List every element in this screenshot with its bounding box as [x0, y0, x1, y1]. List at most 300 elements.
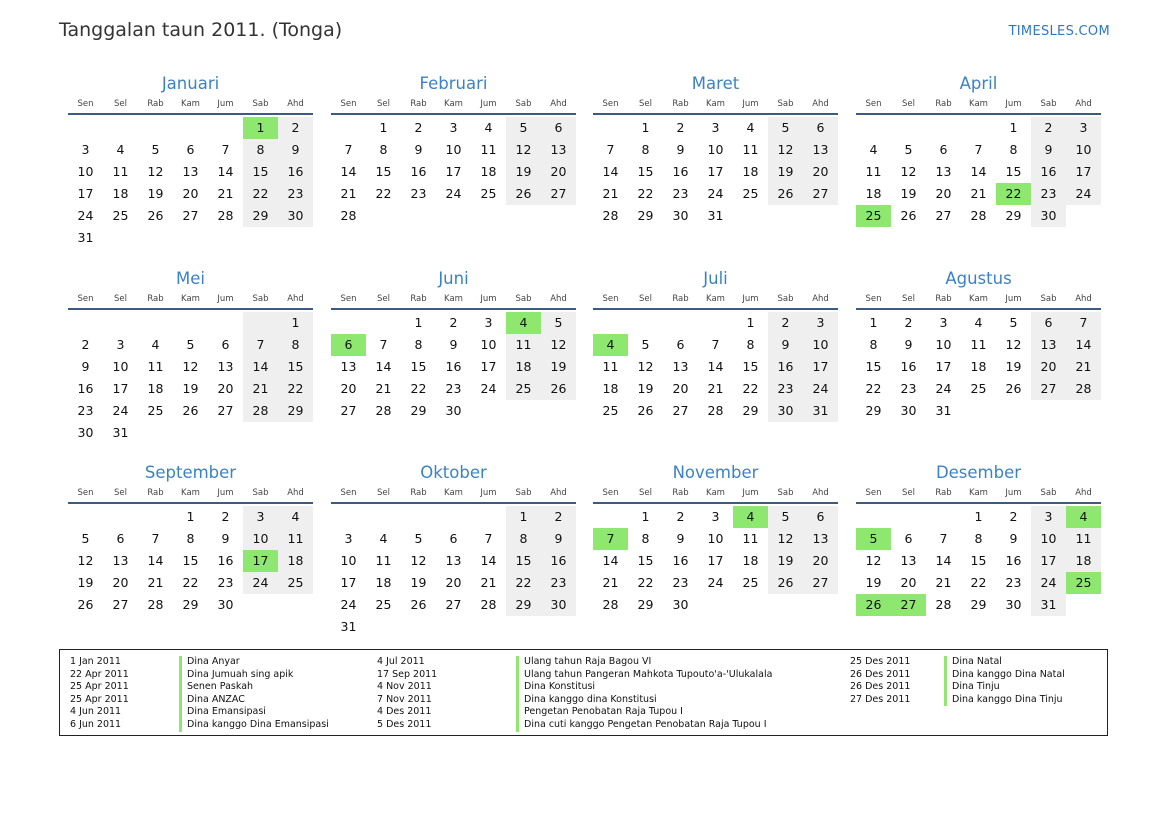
day-cell: 11 [865, 164, 882, 179]
day-cell: 16 [410, 164, 427, 179]
empty-day-cell [891, 506, 926, 528]
day-cell: 23 [900, 381, 917, 396]
weekday-label: Kam [181, 488, 200, 498]
holiday-name: Ulang tahun Pangeran Mahkota Tupouto'a-'Ulukalala [516, 669, 772, 682]
day-cell: 3 [939, 315, 948, 330]
day-cell: 26 [900, 208, 917, 223]
day-cell: 7 [1066, 312, 1101, 334]
day-cell: 11 [278, 528, 313, 550]
day-cell: 23 [410, 186, 427, 201]
day-cell: 14 [970, 164, 987, 179]
day-cell: 11 [147, 359, 164, 374]
day-cell: 10 [340, 553, 357, 568]
day-cell: 1 [641, 509, 650, 524]
day-cell: 17 [707, 164, 724, 179]
empty-day-cell [138, 117, 173, 139]
day-cell: 1 [1009, 120, 1018, 135]
day-cell: 14 [340, 164, 357, 179]
day-cell: 30 [1005, 597, 1022, 612]
day-cell: 18 [112, 186, 129, 201]
weekday-label: Sab [515, 294, 532, 304]
day-cell: 28 [970, 208, 987, 223]
holiday-day-cell: 17 [243, 550, 278, 572]
day-cell: 29 [637, 208, 654, 223]
holiday-name: Dina Emansipasi [179, 706, 329, 719]
weekday-label: Sab [252, 99, 269, 109]
day-cell: 23 [217, 575, 234, 590]
day-cell: 16 [445, 359, 462, 374]
day-cell: 17 [77, 186, 94, 201]
day-cell: 4 [746, 120, 755, 135]
holiday-day-cell: 25 [1066, 572, 1101, 594]
empty-day-cell [208, 117, 243, 139]
day-cell: 22 [182, 575, 199, 590]
weekday-label: Sel [377, 294, 390, 304]
holiday-date: 25 Apr 2011 [70, 681, 129, 693]
day-cell: 5 [414, 531, 423, 546]
day-cell: 27 [541, 183, 576, 205]
weekday-label: Jum [480, 99, 497, 109]
day-cell: 18 [278, 550, 313, 572]
day-cell: 3 [1031, 506, 1066, 528]
weekday-label: Rab [147, 294, 164, 304]
day-cell: 15 [637, 553, 654, 568]
day-cell: 7 [974, 142, 983, 157]
day-cell: 22 [970, 575, 987, 590]
day-cell: 21 [480, 575, 497, 590]
holiday-date: 1 Jan 2011 [70, 656, 121, 667]
weekday-label: Rab [935, 99, 952, 109]
day-cell: 15 [182, 553, 199, 568]
weekday-label: Sen [77, 99, 94, 109]
month-oktober [331, 461, 576, 638]
day-cell: 27 [445, 597, 462, 612]
day-cell: 13 [1031, 334, 1066, 356]
holiday-day-cell: 4 [733, 506, 768, 528]
day-cell: 15 [637, 164, 654, 179]
weekday-header [856, 485, 1101, 504]
day-cell: 14 [602, 164, 619, 179]
weekday-label: Kam [969, 488, 988, 498]
day-cell: 9 [676, 142, 685, 157]
holiday-name: Dina Konstitusi [516, 681, 772, 694]
month-title: Oktober [420, 463, 487, 482]
day-cell: 24 [340, 597, 357, 612]
legend-names-column [944, 656, 1065, 706]
weekday-header [68, 485, 313, 504]
weekday-label: Sab [252, 488, 269, 498]
day-cell: 14 [935, 553, 952, 568]
day-cell: 28 [707, 403, 724, 418]
day-cell: 25 [602, 403, 619, 418]
weekday-label: Sab [1040, 294, 1057, 304]
empty-day-cell [103, 506, 138, 528]
day-cell: 25 [970, 381, 987, 396]
day-cell: 23 [445, 381, 462, 396]
empty-day-cell [593, 312, 628, 334]
day-cell: 20 [445, 575, 462, 590]
month-title: November [672, 463, 759, 482]
day-cell: 23 [1005, 575, 1022, 590]
weekday-label: Sab [777, 294, 794, 304]
day-cell: 13 [672, 359, 689, 374]
day-cell: 26 [768, 572, 803, 594]
day-cell: 21 [602, 575, 619, 590]
day-cell: 9 [904, 337, 913, 352]
day-cell: 16 [900, 359, 917, 374]
legend-dates-column [377, 656, 437, 732]
day-cell: 12 [182, 359, 199, 374]
weekday-label: Sen [865, 99, 882, 109]
day-cell: 12 [637, 359, 654, 374]
page-title: Tanggalan taun 2011. (Tonga) [59, 19, 343, 41]
day-cell: 2 [81, 337, 90, 352]
weekday-label: Sen [340, 488, 357, 498]
weekday-label: Ahd [550, 294, 567, 304]
month-title: April [959, 74, 998, 93]
month-mei [68, 267, 313, 444]
holiday-day-cell: 4 [506, 312, 541, 334]
day-cell: 8 [746, 337, 755, 352]
empty-day-cell [173, 117, 208, 139]
day-cell: 24 [935, 381, 952, 396]
weekday-header [68, 291, 313, 310]
day-cell: 28 [1066, 378, 1101, 400]
day-cell: 2 [768, 312, 803, 334]
day-cell: 23 [672, 575, 689, 590]
day-cell: 3 [803, 312, 838, 334]
weekday-label: Rab [672, 99, 689, 109]
day-cell: 4 [151, 337, 160, 352]
day-grid [856, 117, 1101, 227]
day-cell: 13 [803, 139, 838, 161]
weekday-label: Rab [935, 488, 952, 498]
empty-day-cell [961, 117, 996, 139]
day-cell: 28 [147, 597, 164, 612]
holiday-date: 5 Des 2011 [377, 718, 432, 730]
day-cell: 18 [480, 164, 497, 179]
day-cell: 2 [1009, 509, 1018, 524]
weekday-label: Ahd [287, 488, 304, 498]
day-cell: 10 [707, 142, 724, 157]
day-cell: 28 [480, 597, 497, 612]
day-cell: 25 [112, 208, 129, 223]
weekday-label: Sel [377, 99, 390, 109]
holiday-day-cell: 27 [891, 594, 926, 616]
day-cell: 24 [707, 186, 724, 201]
day-cell: 24 [707, 575, 724, 590]
day-cell: 7 [344, 142, 353, 157]
weekday-label: Kam [706, 488, 725, 498]
day-cell: 1 [974, 509, 983, 524]
day-cell: 11 [970, 337, 987, 352]
weekday-header [856, 291, 1101, 310]
legend-dates-column [70, 656, 129, 732]
day-cell: 2 [221, 509, 230, 524]
day-cell: 7 [711, 337, 720, 352]
holiday-legend [59, 649, 1108, 736]
day-grid [331, 117, 576, 227]
day-cell: 15 [1005, 164, 1022, 179]
empty-day-cell [331, 312, 366, 334]
weekday-label: Kam [969, 294, 988, 304]
day-cell: 13 [803, 528, 838, 550]
day-cell: 12 [768, 528, 803, 550]
holiday-day-cell: 1 [243, 117, 278, 139]
day-cell: 15 [970, 553, 987, 568]
day-cell: 27 [182, 208, 199, 223]
day-cell: 22 [742, 381, 759, 396]
empty-day-cell [891, 117, 926, 139]
empty-day-cell [331, 506, 366, 528]
day-grid [856, 312, 1101, 422]
weekday-label: Ahd [287, 294, 304, 304]
day-cell: 24 [445, 186, 462, 201]
day-cell: 11 [375, 553, 392, 568]
holiday-date: 4 Des 2011 [377, 706, 432, 718]
day-cell: 29 [278, 400, 313, 422]
day-cell: 22 [637, 575, 654, 590]
weekday-label: Jum [480, 488, 497, 498]
holiday-date: 17 Sep 2011 [377, 668, 438, 680]
weekday-label: Rab [147, 488, 164, 498]
empty-day-cell [663, 312, 698, 334]
day-cell: 29 [637, 597, 654, 612]
day-cell: 5 [768, 117, 803, 139]
day-cell: 1 [506, 506, 541, 528]
day-cell: 16 [672, 164, 689, 179]
weekday-label: Jum [217, 488, 234, 498]
holiday-name: Dina kanggo Dina Tinju [944, 694, 1065, 707]
day-cell: 19 [506, 161, 541, 183]
day-cell: 4 [974, 315, 983, 330]
month-title: Januari [161, 74, 220, 93]
day-cell: 20 [340, 381, 357, 396]
day-cell: 30 [672, 597, 689, 612]
holiday-name: Dina kanggo dina Konstitusi [516, 694, 772, 707]
day-cell: 7 [379, 337, 388, 352]
day-cell: 15 [410, 359, 427, 374]
weekday-label: Kam [444, 99, 463, 109]
day-cell: 13 [935, 164, 952, 179]
day-cell: 20 [900, 575, 917, 590]
day-cell: 23 [541, 572, 576, 594]
weekday-label: Sen [865, 294, 882, 304]
day-cell: 9 [449, 337, 458, 352]
day-cell: 19 [77, 575, 94, 590]
weekday-label: Jum [742, 294, 759, 304]
day-cell: 2 [278, 117, 313, 139]
day-cell: 21 [1066, 356, 1101, 378]
day-cell: 3 [449, 120, 458, 135]
weekday-label: Sel [114, 99, 127, 109]
weekday-label: Sab [777, 488, 794, 498]
day-cell: 11 [1066, 528, 1101, 550]
month-desember [856, 461, 1101, 616]
site-link[interactable]: TIMESLES.COM [1008, 24, 1110, 39]
month-title: Februari [419, 74, 488, 93]
day-cell: 19 [768, 550, 803, 572]
day-cell: 17 [112, 381, 129, 396]
day-cell: 4 [116, 142, 125, 157]
day-cell: 2 [676, 120, 685, 135]
day-cell: 21 [707, 381, 724, 396]
day-cell: 7 [151, 531, 160, 546]
day-cell: 10 [707, 531, 724, 546]
empty-day-cell [103, 312, 138, 334]
day-cell: 6 [803, 117, 838, 139]
weekday-header [68, 96, 313, 115]
day-cell: 22 [410, 381, 427, 396]
day-cell: 20 [1031, 356, 1066, 378]
day-cell: 6 [939, 142, 948, 157]
day-cell: 20 [935, 186, 952, 201]
month-november [593, 461, 838, 616]
day-cell: 18 [375, 575, 392, 590]
day-cell: 6 [1031, 312, 1066, 334]
day-cell: 13 [217, 359, 234, 374]
day-grid [68, 312, 313, 444]
holiday-day-cell: 4 [1066, 506, 1101, 528]
day-cell: 8 [869, 337, 878, 352]
day-cell: 20 [541, 161, 576, 183]
legend-names-column [179, 656, 329, 732]
holiday-day-cell: 25 [856, 205, 891, 227]
day-cell: 30 [900, 403, 917, 418]
day-cell: 22 [865, 381, 882, 396]
weekday-label: Sel [377, 488, 390, 498]
day-cell: 21 [147, 575, 164, 590]
day-cell: 14 [243, 356, 278, 378]
holiday-date: 25 Apr 2011 [70, 693, 129, 705]
day-cell: 10 [243, 528, 278, 550]
day-cell: 29 [410, 403, 427, 418]
day-cell: 2 [414, 120, 423, 135]
day-cell: 6 [676, 337, 685, 352]
weekday-label: Ahd [812, 99, 829, 109]
empty-day-cell [926, 506, 961, 528]
day-cell: 10 [77, 164, 94, 179]
day-cell: 15 [375, 164, 392, 179]
day-cell: 26 [541, 378, 576, 400]
day-cell: 22 [278, 378, 313, 400]
day-cell: 27 [340, 403, 357, 418]
day-cell: 28 [243, 400, 278, 422]
day-cell: 9 [221, 531, 230, 546]
holiday-day-cell: 7 [593, 528, 628, 550]
day-cell: 10 [803, 334, 838, 356]
weekday-label: Sel [114, 488, 127, 498]
day-cell: 14 [602, 553, 619, 568]
holiday-date: 26 Des 2011 [850, 681, 911, 693]
day-cell: 6 [116, 531, 125, 546]
day-cell: 13 [445, 553, 462, 568]
day-cell: 6 [904, 531, 913, 546]
empty-day-cell [103, 117, 138, 139]
day-cell: 25 [278, 572, 313, 594]
day-cell: 16 [1031, 161, 1066, 183]
weekday-label: Kam [181, 99, 200, 109]
month-juli [593, 267, 838, 422]
day-cell: 30 [77, 425, 94, 440]
day-cell: 8 [641, 142, 650, 157]
empty-day-cell [173, 312, 208, 334]
weekday-label: Sen [602, 488, 619, 498]
day-cell: 17 [445, 164, 462, 179]
day-cell: 15 [278, 356, 313, 378]
day-cell: 6 [186, 142, 195, 157]
day-cell: 9 [1031, 139, 1066, 161]
day-cell: 28 [340, 208, 357, 223]
day-cell: 17 [1066, 161, 1101, 183]
empty-day-cell [138, 312, 173, 334]
day-cell: 18 [147, 381, 164, 396]
empty-day-cell [926, 117, 961, 139]
day-cell: 11 [742, 531, 759, 546]
day-cell: 11 [506, 334, 541, 356]
holiday-date: 4 Nov 2011 [377, 681, 432, 693]
weekday-header [331, 96, 576, 115]
day-cell: 9 [676, 531, 685, 546]
holiday-day-cell: 22 [996, 183, 1031, 205]
day-cell: 14 [1066, 334, 1101, 356]
day-cell: 24 [1031, 572, 1066, 594]
day-cell: 5 [904, 142, 913, 157]
day-cell: 28 [602, 597, 619, 612]
weekday-label: Sen [602, 99, 619, 109]
day-cell: 15 [243, 161, 278, 183]
holiday-date: 4 Jul 2011 [377, 656, 425, 667]
day-cell: 12 [410, 553, 427, 568]
day-cell: 10 [112, 359, 129, 374]
day-cell: 17 [480, 359, 497, 374]
day-cell: 7 [484, 531, 493, 546]
day-cell: 26 [506, 183, 541, 205]
day-cell: 30 [445, 403, 462, 418]
day-cell: 16 [217, 553, 234, 568]
holiday-name: Ulang tahun Raja Bagou VI [516, 656, 772, 669]
day-cell: 3 [484, 315, 493, 330]
month-januari [68, 72, 313, 249]
day-cell: 24 [243, 572, 278, 594]
day-cell: 7 [243, 334, 278, 356]
day-cell: 25 [742, 575, 759, 590]
day-cell: 18 [865, 186, 882, 201]
day-cell: 25 [506, 378, 541, 400]
weekday-label: Sel [902, 294, 915, 304]
day-cell: 10 [935, 337, 952, 352]
day-cell: 27 [935, 208, 952, 223]
day-cell: 19 [147, 186, 164, 201]
day-cell: 2 [449, 315, 458, 330]
weekday-label: Sab [515, 99, 532, 109]
holiday-date: 7 Nov 2011 [377, 693, 432, 705]
day-cell: 30 [278, 205, 313, 227]
day-cell: 12 [865, 553, 882, 568]
day-cell: 6 [541, 117, 576, 139]
day-cell: 30 [217, 597, 234, 612]
month-title: Mei [176, 269, 205, 288]
day-cell: 12 [900, 164, 917, 179]
day-cell: 18 [742, 164, 759, 179]
holiday-date: 22 Apr 2011 [70, 668, 129, 680]
day-cell: 26 [410, 597, 427, 612]
weekday-label: Kam [444, 488, 463, 498]
day-cell: 21 [217, 186, 234, 201]
day-cell: 5 [641, 337, 650, 352]
day-cell: 23 [672, 186, 689, 201]
day-cell: 4 [869, 142, 878, 157]
